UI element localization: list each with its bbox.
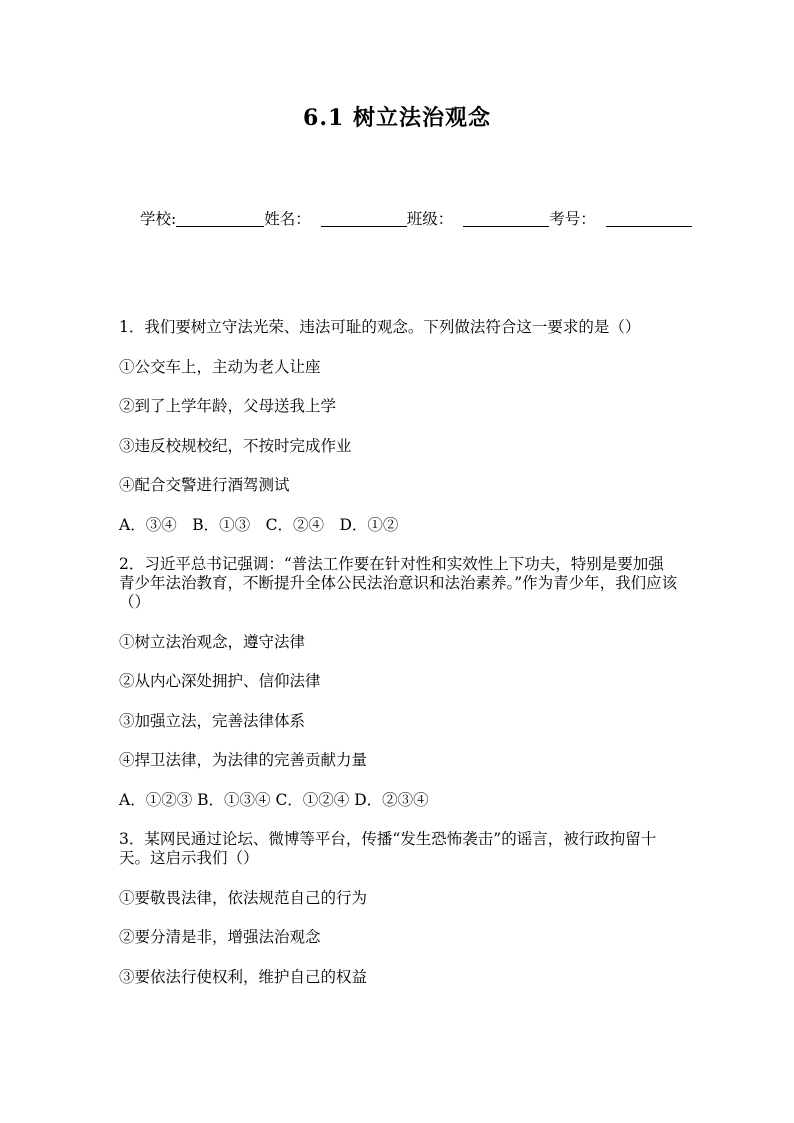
- answer-options: A．③④ B．①③ C．②④ D．①②: [119, 515, 399, 534]
- question-item: ④配合交警进行酒驾测试: [119, 476, 290, 494]
- question-2: [119, 555, 679, 810]
- question-item: ①树立法治观念，遵守法律: [119, 632, 306, 651]
- school-label: 学校:: [140, 210, 177, 228]
- question-stem: 2．习近平总书记强调：“普法工作要在针对性和实效性上下功夫，特别是要加强青少年法治教育，不断提升全体公民法治意识和法治素养。”作为青少年，我们应该（）: [119, 555, 678, 611]
- question-item: ②到了上学年龄，父母送我上学: [119, 397, 337, 415]
- question-item: ②从内心深处拥护、信仰法律: [119, 672, 321, 690]
- question-stem: 1．我们要树立守法光荣、违法可耻的观念。下列做法符合这一要求的是（）: [119, 318, 641, 336]
- question-item: ③要依法行使权利，维护自己的权益: [119, 967, 368, 986]
- question-list: [119, 318, 679, 1007]
- exam-number-label: 考号：: [549, 210, 596, 228]
- question-item: ④捍卫法律，为法律的完善贡献力量: [119, 751, 368, 769]
- answer-options: A．①②③ B．①③④ C．①②④ D．②③④: [119, 790, 429, 809]
- question-item: ③加强立法，完善法律体系: [119, 711, 306, 730]
- student-info-row: [140, 207, 700, 229]
- name-blank[interactable]: [321, 210, 407, 227]
- page-title: 6.1 树立法治观念: [303, 105, 491, 131]
- question-stem: 3．某网民通过论坛、微博等平台，传播“发生恐怖袭击”的谣言，被行政拘留十天。这启示我们（）: [119, 830, 657, 867]
- name-label: 姓名：: [264, 210, 311, 228]
- class-blank[interactable]: [463, 210, 549, 227]
- exam-number-blank[interactable]: [606, 210, 692, 227]
- question-1: [119, 318, 679, 535]
- question-item: ①公交车上，主动为老人让座: [119, 357, 321, 376]
- question-item: ③违反校规校纪，不按时完成作业: [119, 436, 352, 455]
- question-item: ①要敬畏法律，依法规范自己的行为: [119, 888, 368, 907]
- question-3: [119, 830, 679, 987]
- school-blank[interactable]: [176, 210, 264, 227]
- question-item: ②要分清是非，增强法治观念: [119, 928, 321, 946]
- class-label: 班级：: [406, 210, 454, 228]
